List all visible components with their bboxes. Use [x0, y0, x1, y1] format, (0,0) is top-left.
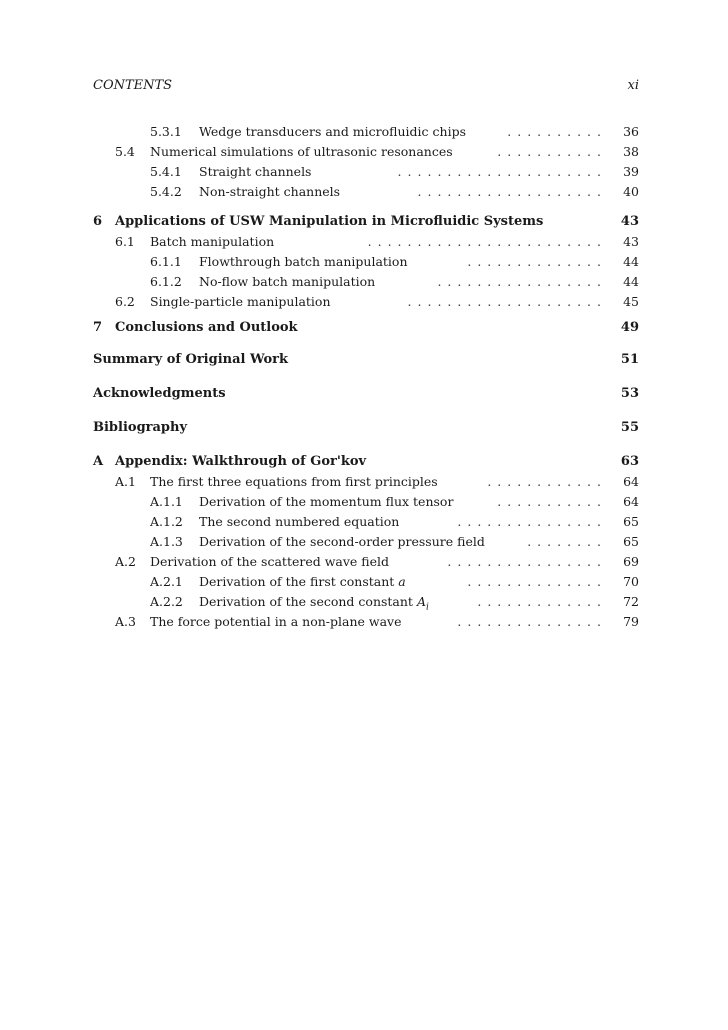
toc-entry-title [93, 386, 226, 401]
toc-entry-title [199, 184, 340, 199]
math-symbol: a [398, 574, 406, 589]
toc-entry-title-text: Derivation of the second-order pressure field [199, 534, 485, 549]
toc-entry-title [199, 514, 399, 529]
running-header [93, 78, 639, 98]
toc-entry-title-text: Acknowledgments [93, 386, 226, 401]
toc-entry-page: 70 [623, 574, 639, 589]
toc-entry-title-text: Bibliography [93, 420, 188, 435]
leader-dots: ................. [437, 274, 607, 289]
toc-entry-title-text: Derivation of the second constant [199, 594, 413, 609]
toc-entry-page: 65 [623, 514, 639, 529]
toc-entry-page: 43 [620, 214, 639, 229]
toc-entry-number: 7 [93, 320, 103, 335]
toc-entry[interactable] [93, 386, 639, 406]
toc-entry-title [150, 554, 389, 569]
toc-entry-title [150, 614, 401, 629]
leader-dots: ........... [497, 494, 607, 509]
toc-entry-page: 55 [620, 420, 639, 435]
toc-entry-title-text: The second numbered equation [199, 514, 400, 529]
toc-entry[interactable] [93, 352, 639, 372]
toc-entry-page: 39 [623, 164, 639, 179]
toc-entry[interactable] [93, 574, 639, 594]
toc-entry[interactable] [93, 514, 639, 534]
toc-entry-page: 65 [623, 534, 639, 549]
leader-dots: .............. [467, 254, 607, 269]
toc-entry-title-text: The first three equations from first principles [150, 474, 438, 489]
toc-entry-title [199, 574, 406, 589]
toc-entry-title [199, 274, 375, 289]
toc-entry[interactable] [93, 214, 639, 234]
toc-entry-page: 40 [623, 184, 639, 199]
toc-entry-number: 6.2 [115, 294, 135, 309]
toc-entry-page: 45 [623, 294, 639, 309]
toc-entry-page: 64 [623, 494, 639, 509]
page-number: xi [627, 78, 639, 93]
toc-entry-title-text: Wedge transducers and microfluidic chips [199, 124, 466, 139]
leader-dots: ............ [487, 474, 607, 489]
leader-dots: ................... [417, 184, 607, 199]
leader-dots: ........... [497, 144, 607, 159]
toc-entry[interactable] [93, 474, 639, 494]
toc-entry-title-text: Applications of USW Manipulation in Microfluidic Systems [115, 214, 544, 229]
toc-entry[interactable] [93, 184, 639, 204]
toc-entry-title [150, 294, 331, 309]
toc-entry[interactable] [93, 594, 639, 614]
toc-entry-title-text: Summary of Original Work [93, 352, 289, 367]
math-subscript: i [425, 602, 429, 613]
toc-entry-number: 5.4.2 [150, 184, 182, 199]
toc-entry-page: 38 [623, 144, 639, 159]
toc-entry-title-text: Flowthrough batch manipulation [199, 254, 408, 269]
toc-entry-title [93, 352, 288, 367]
toc-entry-title [93, 420, 187, 435]
toc-entry-page: 53 [620, 386, 639, 401]
toc-entry-page: 69 [623, 554, 639, 569]
toc-entry[interactable] [93, 320, 639, 340]
toc-entry-title [199, 494, 453, 509]
toc-entry-page: 36 [623, 124, 639, 139]
toc-entry-number: 5.3.1 [150, 124, 182, 139]
toc-entry-number: A.1.3 [150, 534, 183, 549]
leader-dots: ............... [457, 514, 607, 529]
toc-entry[interactable] [93, 164, 639, 184]
leader-dots: .............. [467, 574, 607, 589]
toc-entry[interactable] [93, 144, 639, 164]
toc-entry-title-text: Derivation of the first constant [199, 574, 395, 589]
toc-entry-number: A [93, 454, 104, 469]
toc-entry-number: A.1.1 [150, 494, 183, 509]
leader-dots: .................... [407, 294, 607, 309]
toc-entry-title-text: Appendix: Walkthrough of Gor'kov [115, 454, 367, 469]
toc-entry-page: 43 [623, 234, 639, 249]
toc-entry[interactable] [93, 454, 639, 474]
toc-entry[interactable] [93, 274, 639, 294]
toc-entry-number: A.1.2 [150, 514, 183, 529]
toc-entry-number: A.3 [115, 614, 136, 629]
toc-entry-page: 44 [623, 254, 639, 269]
toc-entry[interactable] [93, 534, 639, 554]
toc-entry-title [199, 534, 485, 549]
leader-dots: ..................... [397, 164, 607, 179]
toc-entry-number: A.2.1 [150, 574, 183, 589]
header-title: CONTENTS [93, 78, 173, 93]
leader-dots: ........................ [367, 234, 607, 249]
toc-entry[interactable] [93, 124, 639, 144]
toc-entry-title-text: Numerical simulations of ultrasonic resonances [150, 144, 453, 159]
toc-entry-number: 6.1.1 [150, 254, 182, 269]
toc-entry-title-text: Derivation of the scattered wave field [150, 554, 390, 569]
toc-entry-number: A.2.2 [150, 594, 183, 609]
toc-entry-number: A.2 [115, 554, 136, 569]
toc-entry-title-text: No-flow batch manipulation [199, 274, 376, 289]
toc-entry-number: 5.4 [115, 144, 135, 159]
toc-entry-page: 79 [623, 614, 639, 629]
toc-entry-title [150, 474, 438, 489]
toc-entry-title [150, 144, 453, 159]
toc-entry-title-text: Straight channels [199, 164, 312, 179]
leader-dots: .......... [507, 124, 607, 139]
toc-entry-title [115, 454, 366, 469]
leader-dots: ............. [477, 594, 607, 609]
toc-entry[interactable] [93, 254, 639, 274]
toc-entry[interactable] [93, 294, 639, 314]
toc-entry[interactable] [93, 420, 639, 440]
toc-entry-title [199, 254, 408, 269]
toc-entry-title-text: Single-particle manipulation [150, 294, 331, 309]
toc-entry-number: 5.4.1 [150, 164, 182, 179]
leader-dots: ................ [447, 554, 607, 569]
toc-entry-page: 51 [620, 352, 639, 367]
toc-entry[interactable] [93, 234, 639, 254]
toc-entry-title [115, 214, 543, 229]
toc-entry-title [199, 124, 466, 139]
toc-entry-number: 6 [93, 214, 103, 229]
toc-entry-title [150, 234, 274, 249]
math-symbol: A [416, 594, 426, 609]
toc-entry-page: 72 [623, 594, 639, 609]
toc-entry-title [115, 320, 298, 335]
toc-entry-title-text: Batch manipulation [150, 234, 275, 249]
toc-entry-number: 6.1 [115, 234, 135, 249]
toc-entry[interactable] [93, 554, 639, 574]
toc-entry-page: 49 [620, 320, 639, 335]
toc-entry[interactable] [93, 494, 639, 514]
toc-entry-number: A.1 [115, 474, 136, 489]
toc-entry-number: 6.1.2 [150, 274, 182, 289]
toc-entry-page: 63 [620, 454, 639, 469]
leader-dots: ........ [527, 534, 607, 549]
leader-dots: ............... [457, 614, 607, 629]
toc-entry-title-text: Non-straight channels [199, 184, 341, 199]
toc-entry-title-text: Derivation of the momentum flux tensor [199, 494, 454, 509]
toc-entry-title-text: Conclusions and Outlook [115, 320, 298, 335]
toc-entry-page: 64 [623, 474, 639, 489]
toc-entry-title-text: The force potential in a non-plane wave [150, 614, 402, 629]
toc-entry-page: 44 [623, 274, 639, 289]
toc-entry[interactable] [93, 614, 639, 634]
toc-entry-title [199, 164, 311, 179]
toc-entry-title [199, 594, 429, 613]
